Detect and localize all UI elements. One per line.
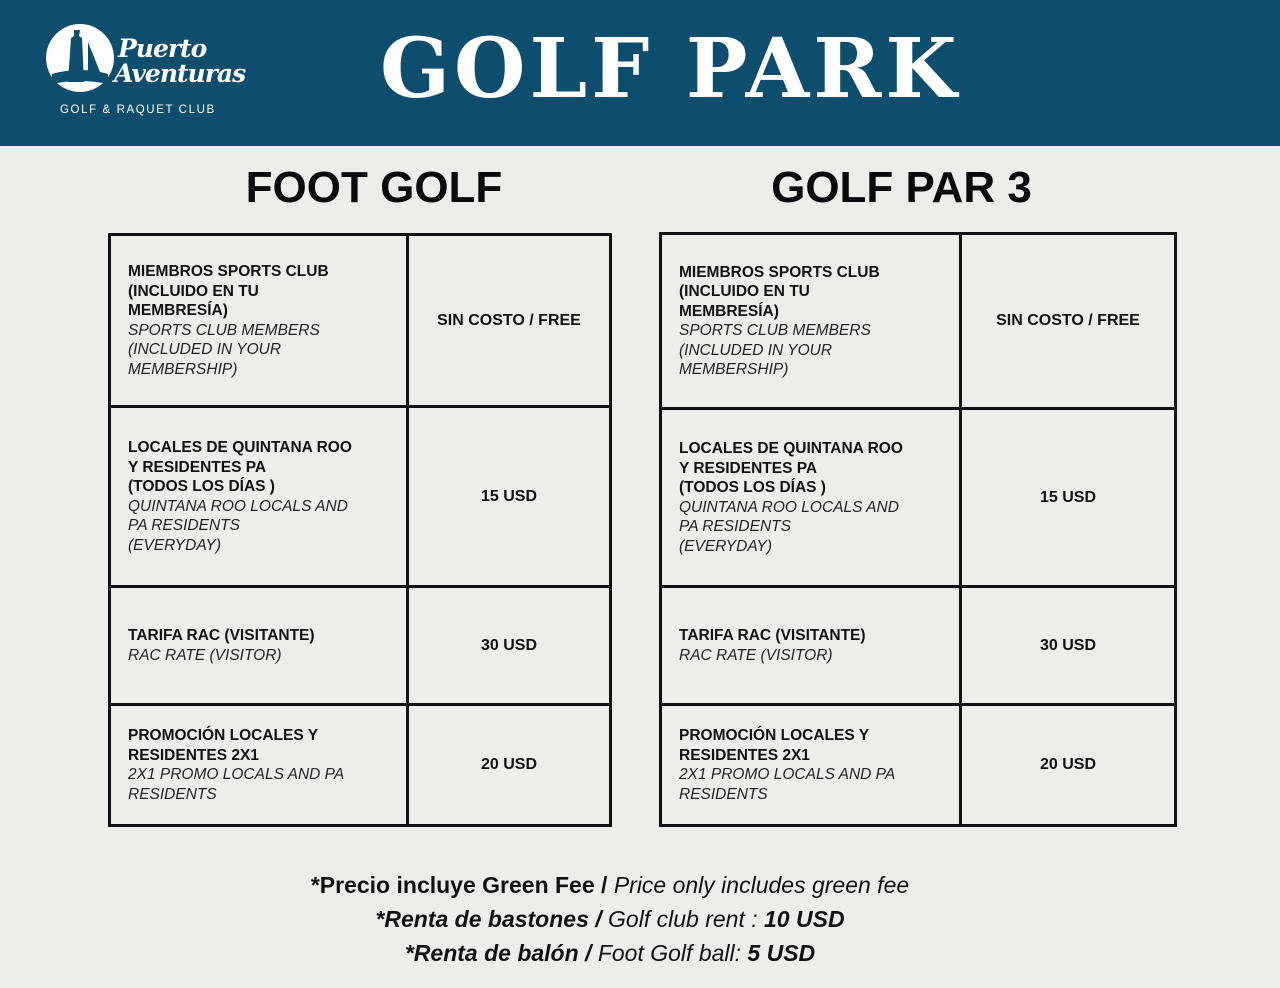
rate-price: 20 USD [961,705,1176,826]
page-title: GOLF PARK [380,21,961,117]
lighthouse-logo-icon [44,22,116,94]
rate-label-es-line: MIEMBROS SPORTS CLUB [128,263,329,280]
rate-label-en-line: RAC RATE (VISITOR) [128,646,282,664]
note-green-fee: *Precio incluye Green Fee / Price only includes green fee [310,872,910,898]
rate-label-es [679,626,949,646]
rate-description [661,705,961,826]
rate-label-es [128,726,396,765]
logo-line2: Aventuras [114,59,246,88]
rate-label-es [128,262,396,321]
logo-wordmark [114,34,246,88]
rate-price: 15 USD [408,407,611,587]
logo-subtitle: GOLF & RAQUET CLUB [60,104,216,116]
club-logo [40,18,246,128]
rate-label-en-line: 2X1 PROMO LOCALS AND PA [128,766,345,783]
rate-price: 20 USD [408,705,611,826]
rate-description [110,235,408,407]
rate-label-es-line: (INCLUIDO EN TU [128,282,259,300]
rate-label-en-line: RAC RATE (VISITOR) [679,646,833,664]
rate-label-en-line: MEMBERSHIP) [679,361,789,378]
rate-label-es-line: Y RESIDENTES PA [128,458,267,476]
rate-label-en-line: SPORTS CLUB MEMBERS [679,322,871,339]
rate-label-en-line: (EVERYDAY) [128,536,222,554]
rate-row [661,587,1176,705]
pricing-notes [0,868,1235,970]
foot-golf-title: FOOT GOLF [245,163,503,212]
rate-label-es-line: LOCALES DE QUINTANA ROO [679,440,903,457]
rate-label-es-line: RESIDENTES 2X1 [128,746,259,764]
rate-description [110,705,408,826]
rate-label-en [128,497,396,556]
rate-label-es-line: TARIFA RAC (VISITANTE) [128,627,315,644]
rate-label-es-line: RESIDENTES 2X1 [679,746,810,764]
rate-label-es-line: PROMOCIÓN LOCALES Y [128,727,319,744]
logo-line1: Puerto [118,34,207,63]
rate-label-en [679,321,949,380]
rate-price: SIN COSTO / FREE [961,234,1176,409]
rate-label-es-line: (INCLUIDO EN TU [679,283,810,300]
rate-row [110,235,611,407]
rate-label-en [128,646,396,666]
rate-label-es-line: PROMOCIÓN LOCALES Y [679,727,870,744]
rate-row [661,234,1176,409]
rate-label-en-line: (INCLUDED IN YOUR [679,341,833,359]
rate-row [110,407,611,587]
rate-label-es-line: MIEMBROS SPORTS CLUB [679,263,880,281]
rate-price: 30 USD [961,587,1176,705]
note-ball-rent: *Renta de balón / Foot Golf ball: 5 USD [404,940,816,966]
rate-label-es-line: MEMBRESÍA) [679,302,779,320]
rate-label-en-line: (EVERYDAY) [679,537,773,555]
rate-description [110,407,408,587]
rate-row [110,705,611,826]
rate-label-en [679,498,949,557]
rate-row [110,587,611,705]
rate-label-en [679,765,949,804]
rate-label-es-line: MEMBRESÍA) [128,302,228,319]
rate-label-en [679,646,949,666]
rate-label-en-line: QUINTANA ROO LOCALS AND [679,498,899,516]
rate-label-en-line: SPORTS CLUB MEMBERS [128,321,320,339]
rate-label-en-line: 2X1 PROMO LOCALS AND PA [679,766,896,783]
rate-description [661,587,961,705]
rate-label-en-line: PA RESIDENTS [128,517,240,534]
rate-label-es-line: (TODOS LOS DÍAS ) [128,478,275,495]
rate-label-en-line: MEMBERSHIP) [128,360,238,378]
foot-golf-table [108,233,612,827]
rate-label-en-line: RESIDENTS [128,785,217,803]
rate-label-es [679,263,949,322]
rate-label-en [128,765,396,804]
rate-label-es-line: Y RESIDENTES PA [679,459,818,477]
rate-label-es [679,439,949,498]
rate-label-en-line: PA RESIDENTS [679,518,791,535]
rate-label-es [128,438,396,497]
rate-label-es-line: LOCALES DE QUINTANA ROO [128,439,352,456]
rate-label-es [128,626,396,646]
rate-label-es-line: TARIFA RAC (VISITANTE) [679,627,866,644]
rate-row [661,705,1176,826]
note-club-rent: *Renta de bastones / Golf club rent : 10 USD [375,906,845,932]
rate-description [110,587,408,705]
rate-label-en-line: RESIDENTS [679,785,768,803]
rate-label-es [679,726,949,765]
rate-price: SIN COSTO / FREE [408,235,611,407]
header-banner [0,0,1280,146]
rate-price: 15 USD [961,409,1176,587]
rate-description [661,234,961,409]
rate-row [661,409,1176,587]
rate-label-en-line: QUINTANA ROO LOCALS AND [128,497,348,515]
golf-par3-table [659,232,1177,827]
rate-label-en-line: (INCLUDED IN YOUR [128,341,282,358]
rate-price: 30 USD [408,587,611,705]
rate-description [661,409,961,587]
rate-label-en [128,321,396,380]
rate-label-es-line: (TODOS LOS DÍAS ) [679,479,826,496]
golf-par3-title: GOLF PAR 3 [771,163,1032,212]
